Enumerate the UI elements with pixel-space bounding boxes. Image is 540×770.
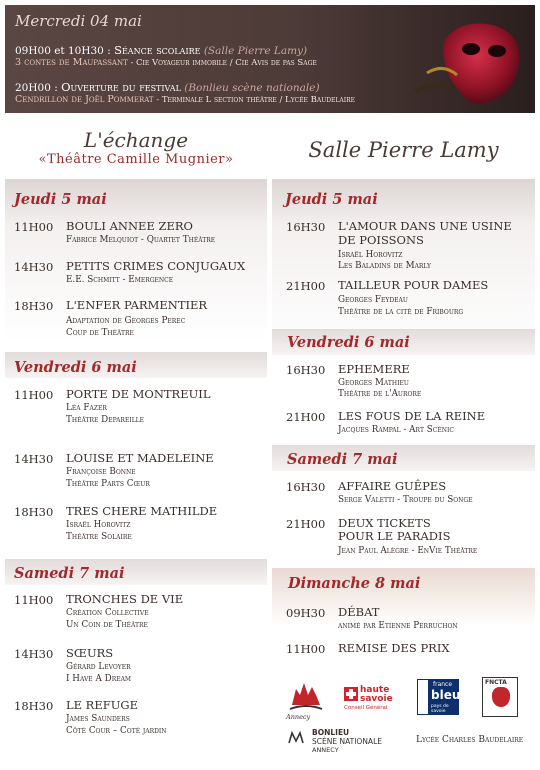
day-heading: Vendredi 6 mai (287, 334, 410, 351)
bonlieu-line3: ANNECY (312, 746, 339, 754)
theatre-mask-icon (413, 13, 531, 109)
event-title: LOUISE ET MADELEINE (66, 451, 214, 465)
event-detail: Françoise Bonne (66, 467, 136, 477)
event-time: 16H30 (286, 363, 326, 377)
event-detail: Théâtre de l'Aurore (338, 389, 422, 399)
event-detail: Israël Horovitz (338, 250, 403, 260)
event-time: 09H30 (286, 606, 326, 620)
bonlieu-logo-icon (288, 731, 304, 745)
banner-title-2: 3 contes de Maupassant (15, 57, 128, 68)
banner-venue-3: (Bonlieu scène nationale) (184, 82, 320, 94)
event-detail: Théâtre Solaire (66, 532, 132, 542)
bonlieu-line2: SCÈNE NATIONALE (312, 737, 382, 746)
event-title: L'AMOUR DANS UNE USINE (338, 219, 512, 233)
event-detail: James Saunders (66, 714, 130, 724)
top-banner (5, 5, 535, 113)
day-heading: Jeudi 5 mai (285, 191, 378, 208)
event-detail: Fabrice Melquiot - Quartet Théâtre (66, 235, 216, 245)
event-detail: Georges Mathieu (338, 378, 409, 388)
venue-right-heading (272, 138, 535, 162)
event-title-line2: DE POISSONS (338, 233, 424, 247)
event-time: 14H30 (14, 452, 54, 466)
banner-line-1 (15, 43, 307, 57)
event-detail: animé par Etienne Perruchon (338, 621, 458, 631)
event-time: 11H00 (14, 388, 54, 402)
event-time: 18H30 (14, 299, 54, 313)
banner-line-4 (15, 94, 355, 105)
event-time: 21H00 (286, 410, 326, 424)
event-detail: Adaptation de Georges Perec (66, 316, 186, 326)
event-time: 14H30 (14, 260, 54, 274)
event-time: 14H30 (14, 647, 54, 661)
venue-left-heading (5, 128, 267, 167)
savoie-line3: Conseil Général (344, 705, 388, 711)
partner-logos (272, 673, 535, 757)
annecy-label: Annecy (286, 713, 311, 721)
fncta-label: FNCTA (485, 679, 507, 686)
event-detail: Un Coin de Théâtre (66, 620, 148, 630)
event-detail: Théâtre Depareille (66, 415, 145, 425)
event-title: EPHEMERE (338, 362, 410, 376)
event-title: L'ENFER PARMENTIER (66, 298, 208, 312)
venue-right-name: Salle Pierre Lamy (308, 138, 499, 162)
fncta-logo (482, 677, 518, 717)
event-detail: Les Baladins de Marly (338, 261, 431, 271)
day-heading: Dimanche 8 mai (288, 575, 421, 592)
sunday-block (272, 568, 535, 673)
event-title: TRONCHES DE VIE (66, 592, 184, 606)
pays-label: pays de savoie (431, 704, 449, 714)
event-detail: Israël Horovitz (66, 520, 131, 530)
event-title: TRES CHERE MATHILDE (66, 504, 218, 518)
event-time: 18H30 (14, 699, 54, 713)
haute-savoie-logo (344, 685, 400, 713)
banner-time-3: 20H00 : (15, 82, 58, 94)
banner-venue-1: (Salle Pierre Lamy) (203, 45, 308, 57)
event-title: REMISE DES PRIX (338, 641, 450, 655)
banner-date: Mercredi 04 mai (15, 12, 142, 30)
lycee-label: Lycée Charles Baudelaire (416, 735, 524, 745)
event-time: 18H30 (14, 505, 54, 519)
event-title: TAILLEUR POUR DAMES (338, 278, 489, 292)
event-title: DEUX TICKETS (338, 516, 431, 530)
banner-title-4: Cendrillon de Joël Pommerat (15, 94, 154, 105)
savoie-cross-icon (344, 687, 358, 701)
event-detail: Gérard Levoyer (66, 662, 131, 672)
event-detail: Jean Paul Alègre - EnVie Théâtre (338, 546, 478, 556)
banner-line-2 (15, 57, 317, 68)
event-title: SŒURS (66, 646, 114, 660)
event-title-line2: POUR LE PARADIS (338, 529, 451, 543)
schedule-left-column (5, 179, 267, 757)
fncta-mask-icon (492, 687, 510, 707)
bleu-label: bleu (431, 688, 461, 702)
france-bleu-logo (417, 679, 459, 715)
event-title: DÉBAT (338, 605, 380, 619)
event-time: 16H30 (286, 220, 326, 234)
banner-detail-2: - Cie Voyageur immobile / Cie Avis de pas Sage (127, 58, 317, 68)
savoie-line1: haute (360, 685, 390, 695)
day-heading: Jeudi 5 mai (14, 191, 107, 208)
event-detail: Côté Cour – Coté jardin (66, 726, 167, 736)
banner-time-1: 09H00 et 10H30 : (15, 45, 111, 57)
day-heading: Vendredi 6 mai (14, 359, 137, 376)
event-detail: Léa Fazer (66, 403, 107, 413)
event-time: 11H00 (14, 593, 54, 607)
event-title: LE REFUGE (66, 698, 138, 712)
event-time: 21H00 (286, 279, 326, 293)
event-title: LES FOUS DE LA REINE (338, 409, 486, 423)
event-detail: I Have A Dream (66, 674, 132, 684)
banner-title-1: Séance scolaire (114, 43, 201, 57)
event-title: PORTE DE MONTREUIL (66, 387, 211, 401)
event-detail: Serge Valetti - Troupe du Songe (338, 495, 473, 505)
day-heading: Samedi 7 mai (287, 451, 398, 468)
savoie-line2: savoie (360, 694, 393, 704)
event-detail: Coup de Théâtre (66, 328, 134, 338)
event-title: PETITS CRIMES CONJUGAUX (66, 259, 246, 273)
event-time: 11H00 (14, 220, 54, 234)
event-detail: Théâtre de la cité de Fribourg (338, 307, 464, 317)
event-detail: Georges Feydeau (338, 295, 408, 305)
event-detail: E.E. Schmitt - Emergence (66, 275, 174, 285)
event-detail: Jacques Rampal - Art Scénic (338, 425, 454, 435)
banner-detail-4: - Terminale L section théâtre / Lycée Baudelaire (153, 95, 356, 105)
banner-title-3: Ouverture du festival (61, 80, 181, 94)
france-label: france (433, 681, 453, 688)
event-title: BOULI ANNEE ZERO (66, 219, 193, 233)
venue-left-subtitle: «Théâtre Camille Mugnier» (38, 152, 234, 167)
day-heading: Samedi 7 mai (14, 565, 125, 582)
banner-line-3 (15, 80, 320, 94)
venue-left-name: L'échange (83, 128, 189, 152)
event-title: AFFAIRE GUÊPES (338, 479, 447, 493)
bonlieu-line1: BONLIEU (312, 728, 350, 737)
event-time: 16H30 (286, 480, 326, 494)
event-time: 11H00 (286, 642, 326, 656)
event-time: 21H00 (286, 517, 326, 531)
event-detail: Théâtre Parts Cœur (66, 479, 150, 489)
event-detail: Création Collective (66, 608, 149, 618)
